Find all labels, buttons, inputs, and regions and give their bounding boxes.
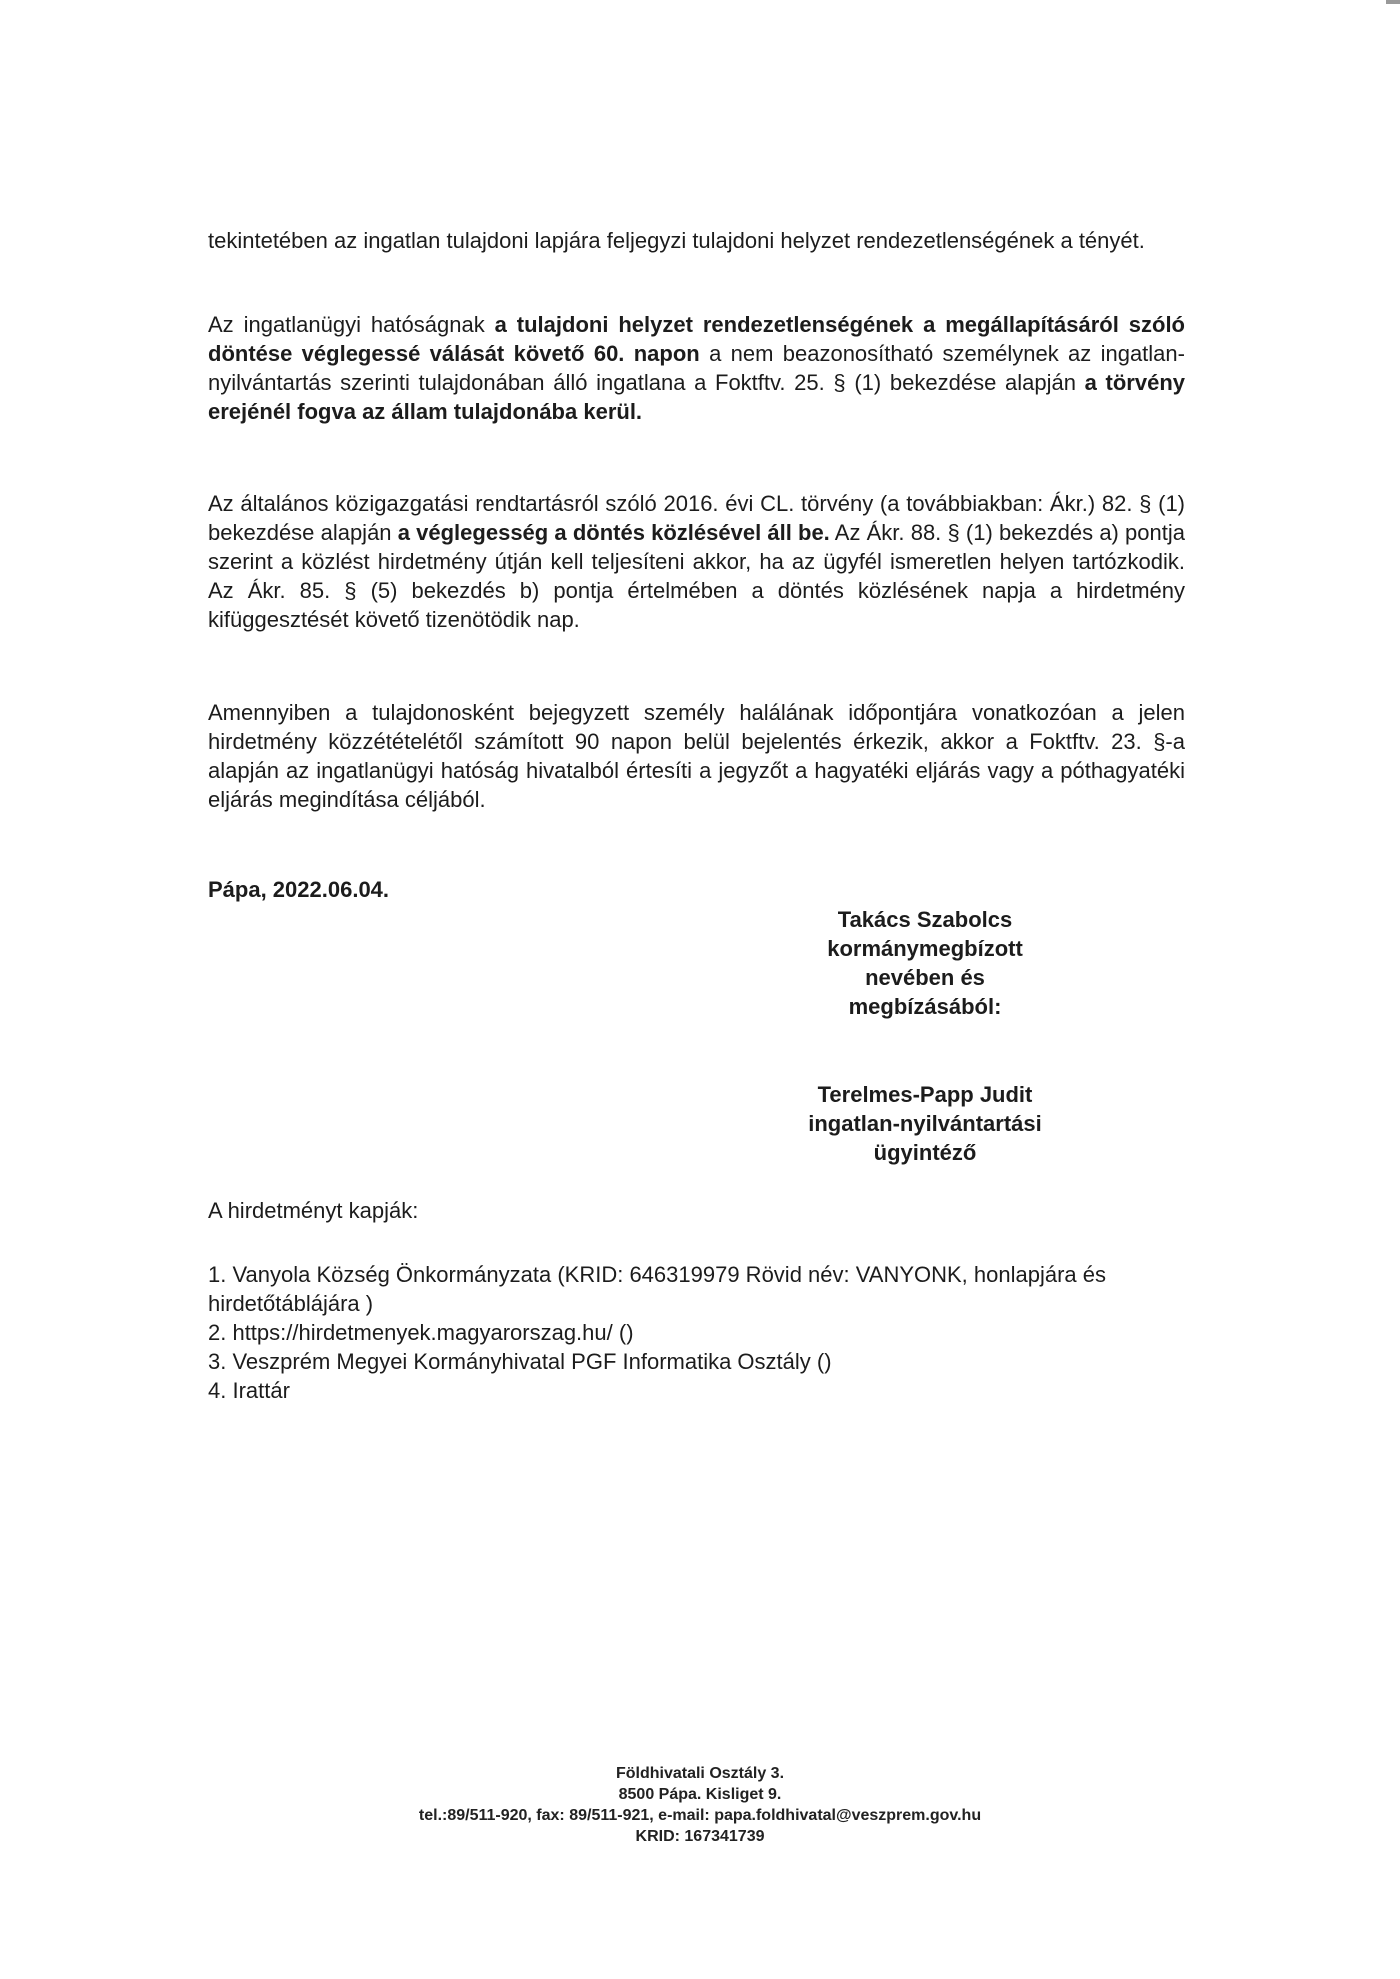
footer-krid: KRID: 167341739 — [635, 1828, 765, 1845]
finality-paragraph — [208, 489, 1185, 634]
ownership-paragraph-bold-1: a tulajdoni helyzet rendezetlenségének a megállapításáról szóló döntése véglegessé válását követő 60. napon — [208, 312, 1185, 366]
ownership-paragraph-text-2: a nem beazonosítható személynek az ingatlan- nyilvántartás szerinti tulajdonában álló ingatlana a Foktftv. 25. § (1) bekezdése alapján — [208, 341, 1185, 395]
scan-edge-mark — [1386, 0, 1400, 4]
footer-office-name: Földhivatali Osztály 3. — [615, 1765, 785, 1782]
place-date: Pápa, 2022.06.04. — [208, 877, 390, 902]
finality-paragraph-text-1: Az általános közigazgatási rendtartásról szóló 2016. évi CL. törvény (a továbbiakban: Ákr.) 82. § (1) bekezdése alapján — [208, 491, 1185, 545]
signature-official-line4: megbízásából: — [848, 994, 1002, 1019]
finality-paragraph-text-2: Az Ákr. 88. § (1) bekezdés a) pontja szerint a közlést hirdetmény útján kell teljesíteni akkor, ha az ügyfél ismeretlen helyen tartózkodik. Az Ákr. 85. § (5) bekezdés b) pontja értelmében a döntés közlésének napja a hirdetmény kifüggesztését követő tizenötödik nap. — [208, 520, 1186, 632]
recipient-item: 4. Irattár — [208, 1378, 290, 1403]
ownership-paragraph — [208, 310, 1185, 426]
finality-paragraph-bold-1: a véglegesség a döntés közlésével áll be. — [397, 520, 830, 545]
signature-clerk-name: Terelmes-Papp Judit — [817, 1082, 1033, 1107]
footer-address: 8500 Pápa. Kisliget 9. — [618, 1786, 782, 1803]
signature-clerk-role: ügyintéző — [873, 1140, 977, 1165]
signature-official-line3: nevében és — [865, 965, 985, 990]
ownership-paragraph-bold-2: a törvény erejénél fogva az állam tulajdonába kerül. — [208, 370, 1185, 424]
office-footer — [350, 1763, 1050, 1847]
recipients-list — [208, 1260, 1108, 1405]
signature-block-clerk — [740, 1080, 1110, 1167]
footer-contact: tel.:89/511-920, fax: 89/511-921, e-mail: papa.foldhivatal@veszprem.gov.hu — [418, 1807, 982, 1824]
recipients-heading: A hirdetményt kapják: — [208, 1198, 419, 1223]
recipient-item: 3. Veszprém Megyei Kormányhivatal PGF Informatika Osztály () — [208, 1349, 832, 1374]
intro-paragraph: tekintetében az ingatlan tulajdoni lapjára feljegyzi tulajdoni helyzet rendezetlenségének a tényét. — [208, 228, 1145, 253]
signature-block-official — [740, 905, 1110, 1021]
inheritance-paragraph: Amennyiben a tulajdonosként bejegyzett személy halálának időpontjára vonatkozóan a jelen hirdetmény közzétételétől számított 90 napon belül bejelentés érkezik, akkor a Foktftv. 23. §-a alapján az ingatlanügyi hatóság hivatalból értesíti a jegyzőt a hagyatéki eljárás vagy a póthagyatéki eljárás megindítása céljából. — [208, 700, 1185, 812]
recipient-item: 2. https://hirdetmenyek.magyarorszag.hu/ () — [208, 1320, 634, 1345]
recipient-item: 1. Vanyola Község Önkormányzata (KRID: 646319979 Rövid név: VANYONK, honlapjára és hirdetőtáblájára ) — [208, 1262, 1107, 1316]
signature-clerk-title: ingatlan-nyilvántartási — [808, 1111, 1042, 1136]
ownership-paragraph-text-1: Az ingatlanügyi hatóságnak — [208, 312, 495, 337]
signature-official-name: Takács Szabolcs — [837, 907, 1013, 932]
signature-official-title: kormánymegbízott — [827, 936, 1023, 961]
